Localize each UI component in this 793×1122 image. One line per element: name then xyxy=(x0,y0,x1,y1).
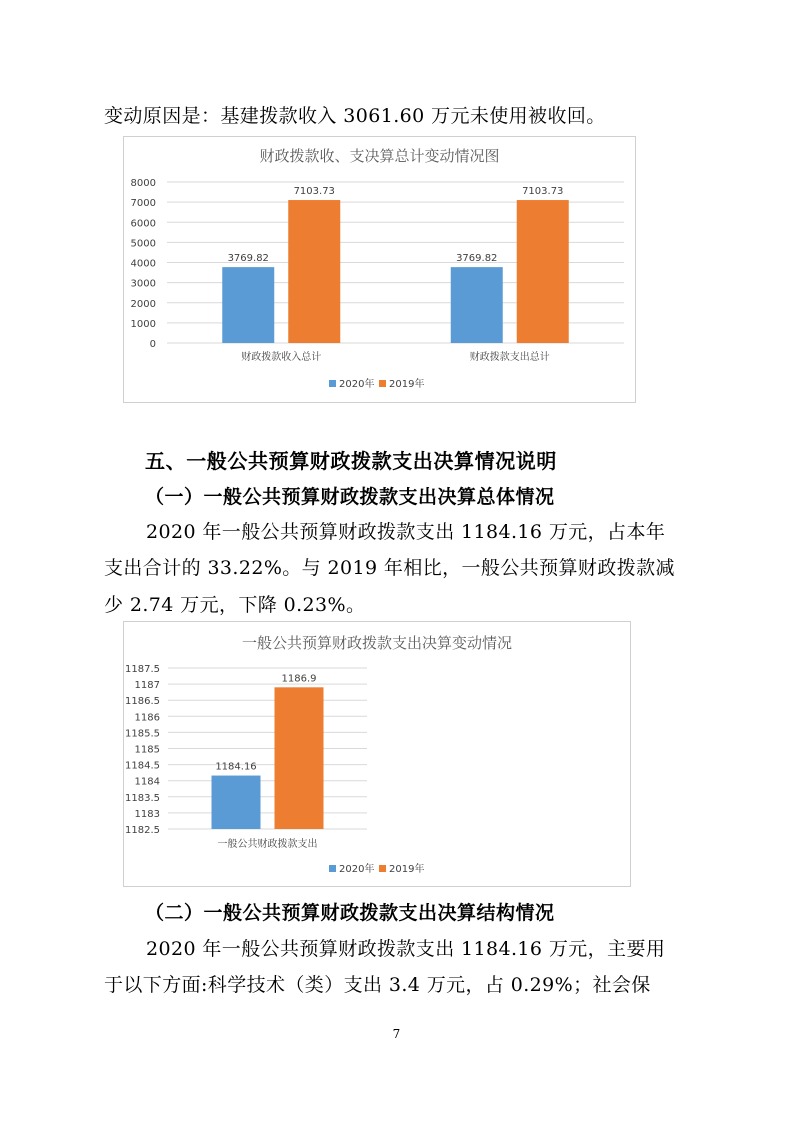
bar xyxy=(275,687,324,829)
legend-label: 2019年 xyxy=(389,864,425,875)
y-tick-label: 6000 xyxy=(130,218,156,230)
subsection-heading-2: （二）一般公共预算财政拨款支出决算结构情况 xyxy=(145,902,555,924)
category-label: 一般公共财政拨款支出 xyxy=(217,839,318,850)
y-tick-label: 1000 xyxy=(130,318,156,330)
page-number: 7 xyxy=(392,1027,401,1041)
bar xyxy=(288,200,340,343)
y-tick-label: 8000 xyxy=(130,178,156,189)
y-tick-label: 2000 xyxy=(130,298,156,310)
y-tick-label: 1185 xyxy=(134,744,160,756)
chart2-svg xyxy=(124,622,630,886)
data-label: 3769.82 xyxy=(227,253,269,265)
paragraph-line: 于以下方面:科学技术（类）支出 3.4 万元，占 0.29%；社会保 xyxy=(104,974,651,996)
legend-label: 2019年 xyxy=(389,379,425,390)
chart-income-expense-total xyxy=(123,136,636,403)
y-tick-label: 1184.5 xyxy=(125,760,160,772)
legend-swatch xyxy=(379,865,386,872)
paragraph-line: 少 2.74 万元，下降 0.23%。 xyxy=(104,594,366,616)
category-label: 财政拨款收入总计 xyxy=(241,352,322,363)
y-tick-label: 4000 xyxy=(130,258,156,270)
legend-label: 2020年 xyxy=(339,379,375,390)
legend-swatch xyxy=(379,380,386,387)
y-tick-label: 5000 xyxy=(130,238,156,250)
y-tick-label: 1184 xyxy=(134,776,160,788)
data-label: 1186.9 xyxy=(281,673,317,685)
paragraph-line: 2020 年一般公共预算财政拨款支出 1184.16 万元，占本年 xyxy=(146,521,666,543)
paragraph-line: 变动原因是：基建拨款收入 3061.60 万元未使用被收回。 xyxy=(104,105,606,127)
subsection-heading-1: （一）一般公共预算财政拨款支出决算总体情况 xyxy=(145,486,555,508)
y-tick-label: 1186 xyxy=(134,712,160,724)
chart-title: 财政拨款收、支决算总计变动情况图 xyxy=(259,147,500,165)
y-tick-label: 1182.5 xyxy=(125,825,160,836)
chart1-svg xyxy=(124,137,635,402)
y-tick-label: 3000 xyxy=(130,278,156,290)
legend-swatch xyxy=(329,380,336,387)
data-label: 7103.73 xyxy=(522,186,564,198)
y-tick-label: 1187.5 xyxy=(125,664,160,675)
chart-general-budget-expense xyxy=(123,621,631,887)
y-tick-label: 1186.5 xyxy=(125,696,160,708)
data-label: 7103.73 xyxy=(293,186,335,198)
y-tick-label: 1183 xyxy=(134,808,160,820)
y-tick-label: 0 xyxy=(149,339,156,350)
legend-swatch xyxy=(329,865,336,872)
section-heading: 五、一般公共预算财政拨款支出决算情况说明 xyxy=(145,449,557,473)
paragraph-line: 支出合计的 33.22%。与 2019 年相比，一般公共预算财政拨款减 xyxy=(104,557,675,579)
y-tick-label: 7000 xyxy=(130,198,156,210)
bar xyxy=(212,776,261,829)
legend-label: 2020年 xyxy=(339,864,375,875)
bar xyxy=(517,200,569,343)
bar xyxy=(451,267,503,343)
bar xyxy=(222,267,274,343)
chart-title: 一般公共预算财政拨款支出决算变动情况 xyxy=(241,634,513,652)
category-label: 财政拨款支出总计 xyxy=(469,352,550,363)
y-tick-label: 1185.5 xyxy=(125,728,160,740)
y-tick-label: 1183.5 xyxy=(125,792,160,804)
data-label: 3769.82 xyxy=(456,253,498,265)
data-label: 1184.16 xyxy=(215,761,257,773)
paragraph-line: 2020 年一般公共预算财政拨款支出 1184.16 万元，主要用 xyxy=(146,938,666,960)
y-tick-label: 1187 xyxy=(134,680,160,692)
